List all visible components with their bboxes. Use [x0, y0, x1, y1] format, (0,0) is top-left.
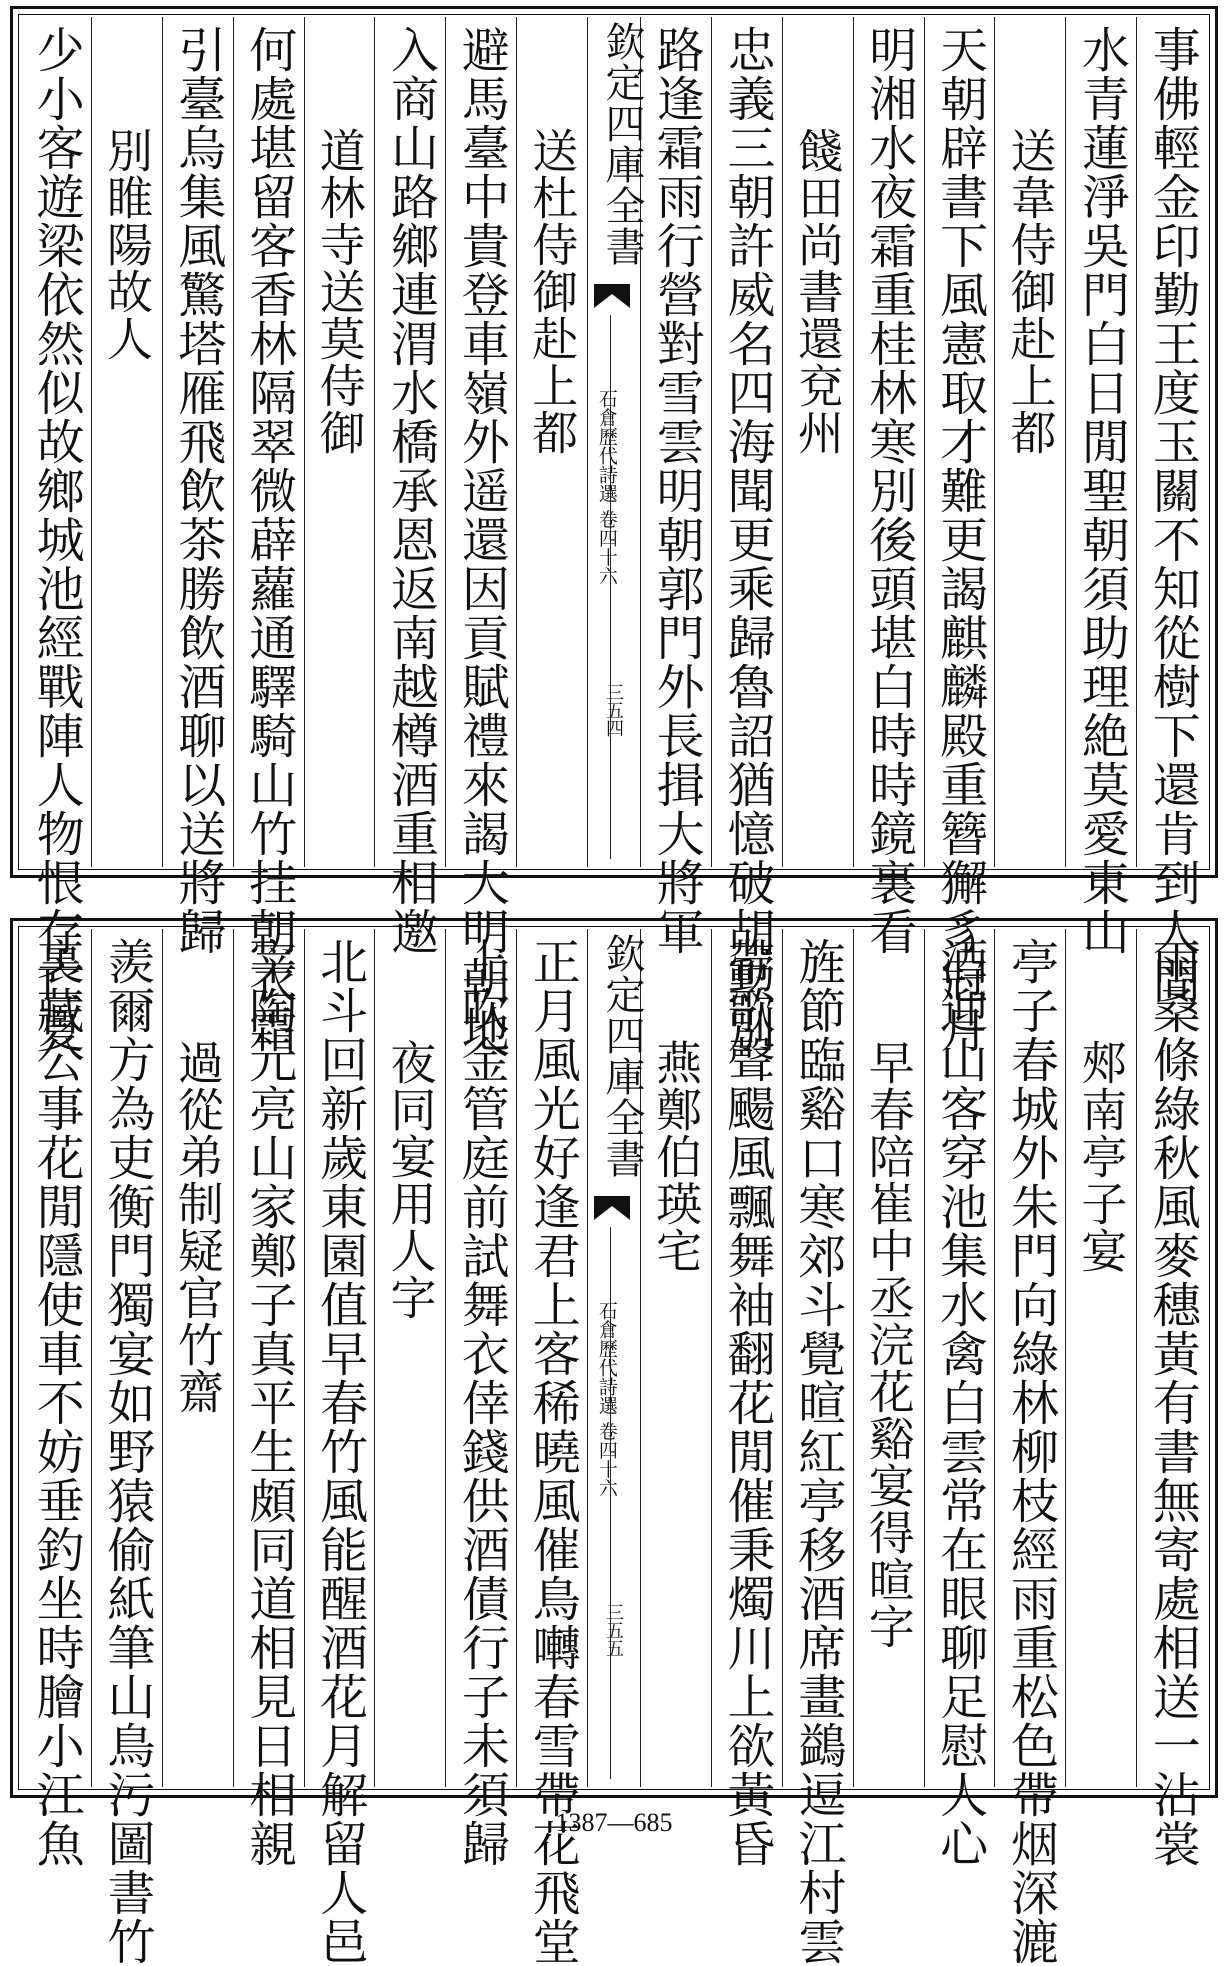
- fishtail-mark-icon: [592, 282, 632, 310]
- poem-title-column: [994, 17, 1065, 867]
- verse-column: [233, 17, 304, 1054]
- verse-line: 旌節臨谿口寒郊斗覺暄紅亭移酒席畫鷁逗江村雲: [789, 937, 846, 1966]
- poem-title: 過從弟制疑官竹齋: [170, 1039, 225, 1415]
- verse-line: 少小客遊梁依然似故鄉城池經戰陣人物恨存亡夏: [28, 25, 85, 1054]
- verse-line: 裏藏公事花閒隱使車不妨垂釣坐時膾小江魚: [28, 937, 85, 1868]
- center-gutter: [587, 17, 645, 867]
- verse-line: 事佛輕金印勤王度玉關不知從樹下還肯到人間: [1144, 25, 1201, 1005]
- poem-title-column: [782, 17, 853, 867]
- poem-title-column: [304, 17, 375, 867]
- verse-column: [445, 17, 516, 1054]
- poem-title-column: [1065, 929, 1136, 1787]
- verse-column: [21, 929, 91, 1868]
- collection-heading: 欽定四庫全書: [599, 933, 645, 1179]
- collection-heading: 欽定四庫全書: [599, 21, 645, 267]
- verse-column: [1136, 17, 1207, 1005]
- verse-column: [516, 929, 587, 1966]
- verse-line: 羨爾方為吏衡門獨宴如野猿偷紙筆山鳥污圖書竹: [99, 937, 155, 1966]
- poem-title: 送杜侍御赴上都: [525, 127, 580, 456]
- verse-column: [782, 929, 853, 1966]
- verse-line: 水青蓮淨吳門白日閒聖朝須助理絶莫愛東山: [1073, 25, 1130, 956]
- verse-line: 正月風光好逢君上客稀曉風催鳥囀春雪帶花飛堂: [524, 937, 581, 1966]
- verse-line: 上吹金管庭前試舞衣倖錢供酒債行子未須歸: [453, 937, 510, 1868]
- source-label: 石倉歷代詩選 卷四十六: [595, 1301, 618, 1498]
- verse-line: 天朝辟書下風憲取才難更謁麒麟殿重簪獬豸冠月: [931, 25, 988, 1054]
- verse-column: [853, 17, 924, 956]
- verse-column: [374, 17, 445, 956]
- verse-line: 宰陶元亮山家鄭子真平生頗同道相見日相親: [240, 937, 297, 1868]
- leaf-number: 三五五: [603, 1603, 624, 1657]
- verse-column: [924, 17, 995, 1054]
- page-number-footer: 1387—685: [555, 1808, 673, 1837]
- fishtail-mark-icon: [592, 1194, 632, 1222]
- poem-title: 餞田尚書還兗州: [790, 127, 845, 456]
- center-gutter: [587, 929, 645, 1787]
- poem-title-column: [853, 929, 924, 1787]
- verse-column: [304, 929, 375, 1966]
- verse-column: [162, 17, 233, 956]
- verse-column: [994, 929, 1065, 1966]
- poem-title: 早春陪崔中丞浣花谿宴得暄字: [861, 1039, 916, 1650]
- verse-line: 帶歌聲颺風飄舞袖翻花閒催秉燭川上欲黃昏: [719, 937, 775, 1868]
- verse-column: [445, 929, 516, 1868]
- verse-line: 入商山路鄉連渭水橋承恩返南越樽酒重相邀: [382, 25, 439, 956]
- verse-column: [711, 17, 782, 1054]
- poem-title: 郟南亭子宴: [1074, 1039, 1129, 1274]
- poem-title: 夜同宴用人字: [383, 1039, 438, 1321]
- verse-line: 亭子春城外朱門向綠林柳枝經雨重松色帶烟深漉: [1002, 937, 1059, 1966]
- verse-column: [1065, 17, 1136, 956]
- verse-line: 北斗回新歲東園值早春竹風能醒酒花月解留人邑: [311, 937, 368, 1966]
- verse-line: 避馬臺中貴登車嶺外遥還因貢賦禮來謁大明朝地: [453, 25, 510, 1054]
- verse-line: 酒迎山客穿池集水禽白雲常在眼聊足慰人心: [931, 937, 988, 1868]
- poem-title: 道林寺送莫侍御: [312, 127, 367, 456]
- poem-title: 別睢陽故人: [99, 127, 154, 362]
- leaf-number: 三五四: [603, 683, 624, 737]
- verse-line: 引臺烏集風驚塔雁飛飲茶勝飲酒聊以送將歸: [169, 25, 226, 956]
- poem-title: 燕鄭伯瑛宅: [649, 1039, 704, 1274]
- verse-line: 路逢霜雨行營對雪雲明朝郭門外長揖大將軍: [648, 25, 705, 956]
- poem-title: 送韋侍御赴上都: [1003, 127, 1058, 456]
- verse-line: 明湘水夜霜重桂林寒別後頭堪白時時鏡裏看: [860, 25, 917, 956]
- source-label: 石倉歷代詩選 卷四十六: [595, 389, 618, 586]
- poem-title-column: [516, 17, 587, 867]
- verse-column: [21, 17, 91, 1054]
- poem-title-column: [162, 929, 233, 1787]
- verse-column: [91, 929, 162, 1966]
- top-page-columns: [21, 17, 1207, 1054]
- verse-column: [233, 929, 304, 1868]
- poem-title-column: [91, 17, 162, 867]
- verse-line: 雨桑條綠秋風麥穗黃有書無寄處相送一沾裳: [1144, 937, 1201, 1868]
- verse-line: 忠義三朝許威名四海聞更乘歸魯詔猶憶破胡勲別: [719, 25, 775, 1054]
- verse-column: [1136, 929, 1207, 1868]
- verse-line: 何處堪留客香林隔翠微薜蘿通驛騎山竹挂朝衣霜: [240, 25, 297, 1054]
- verse-column: [711, 929, 782, 1868]
- poem-title-column: [374, 929, 445, 1787]
- top-page-frame: [10, 6, 1218, 1054]
- verse-column: [924, 929, 995, 1868]
